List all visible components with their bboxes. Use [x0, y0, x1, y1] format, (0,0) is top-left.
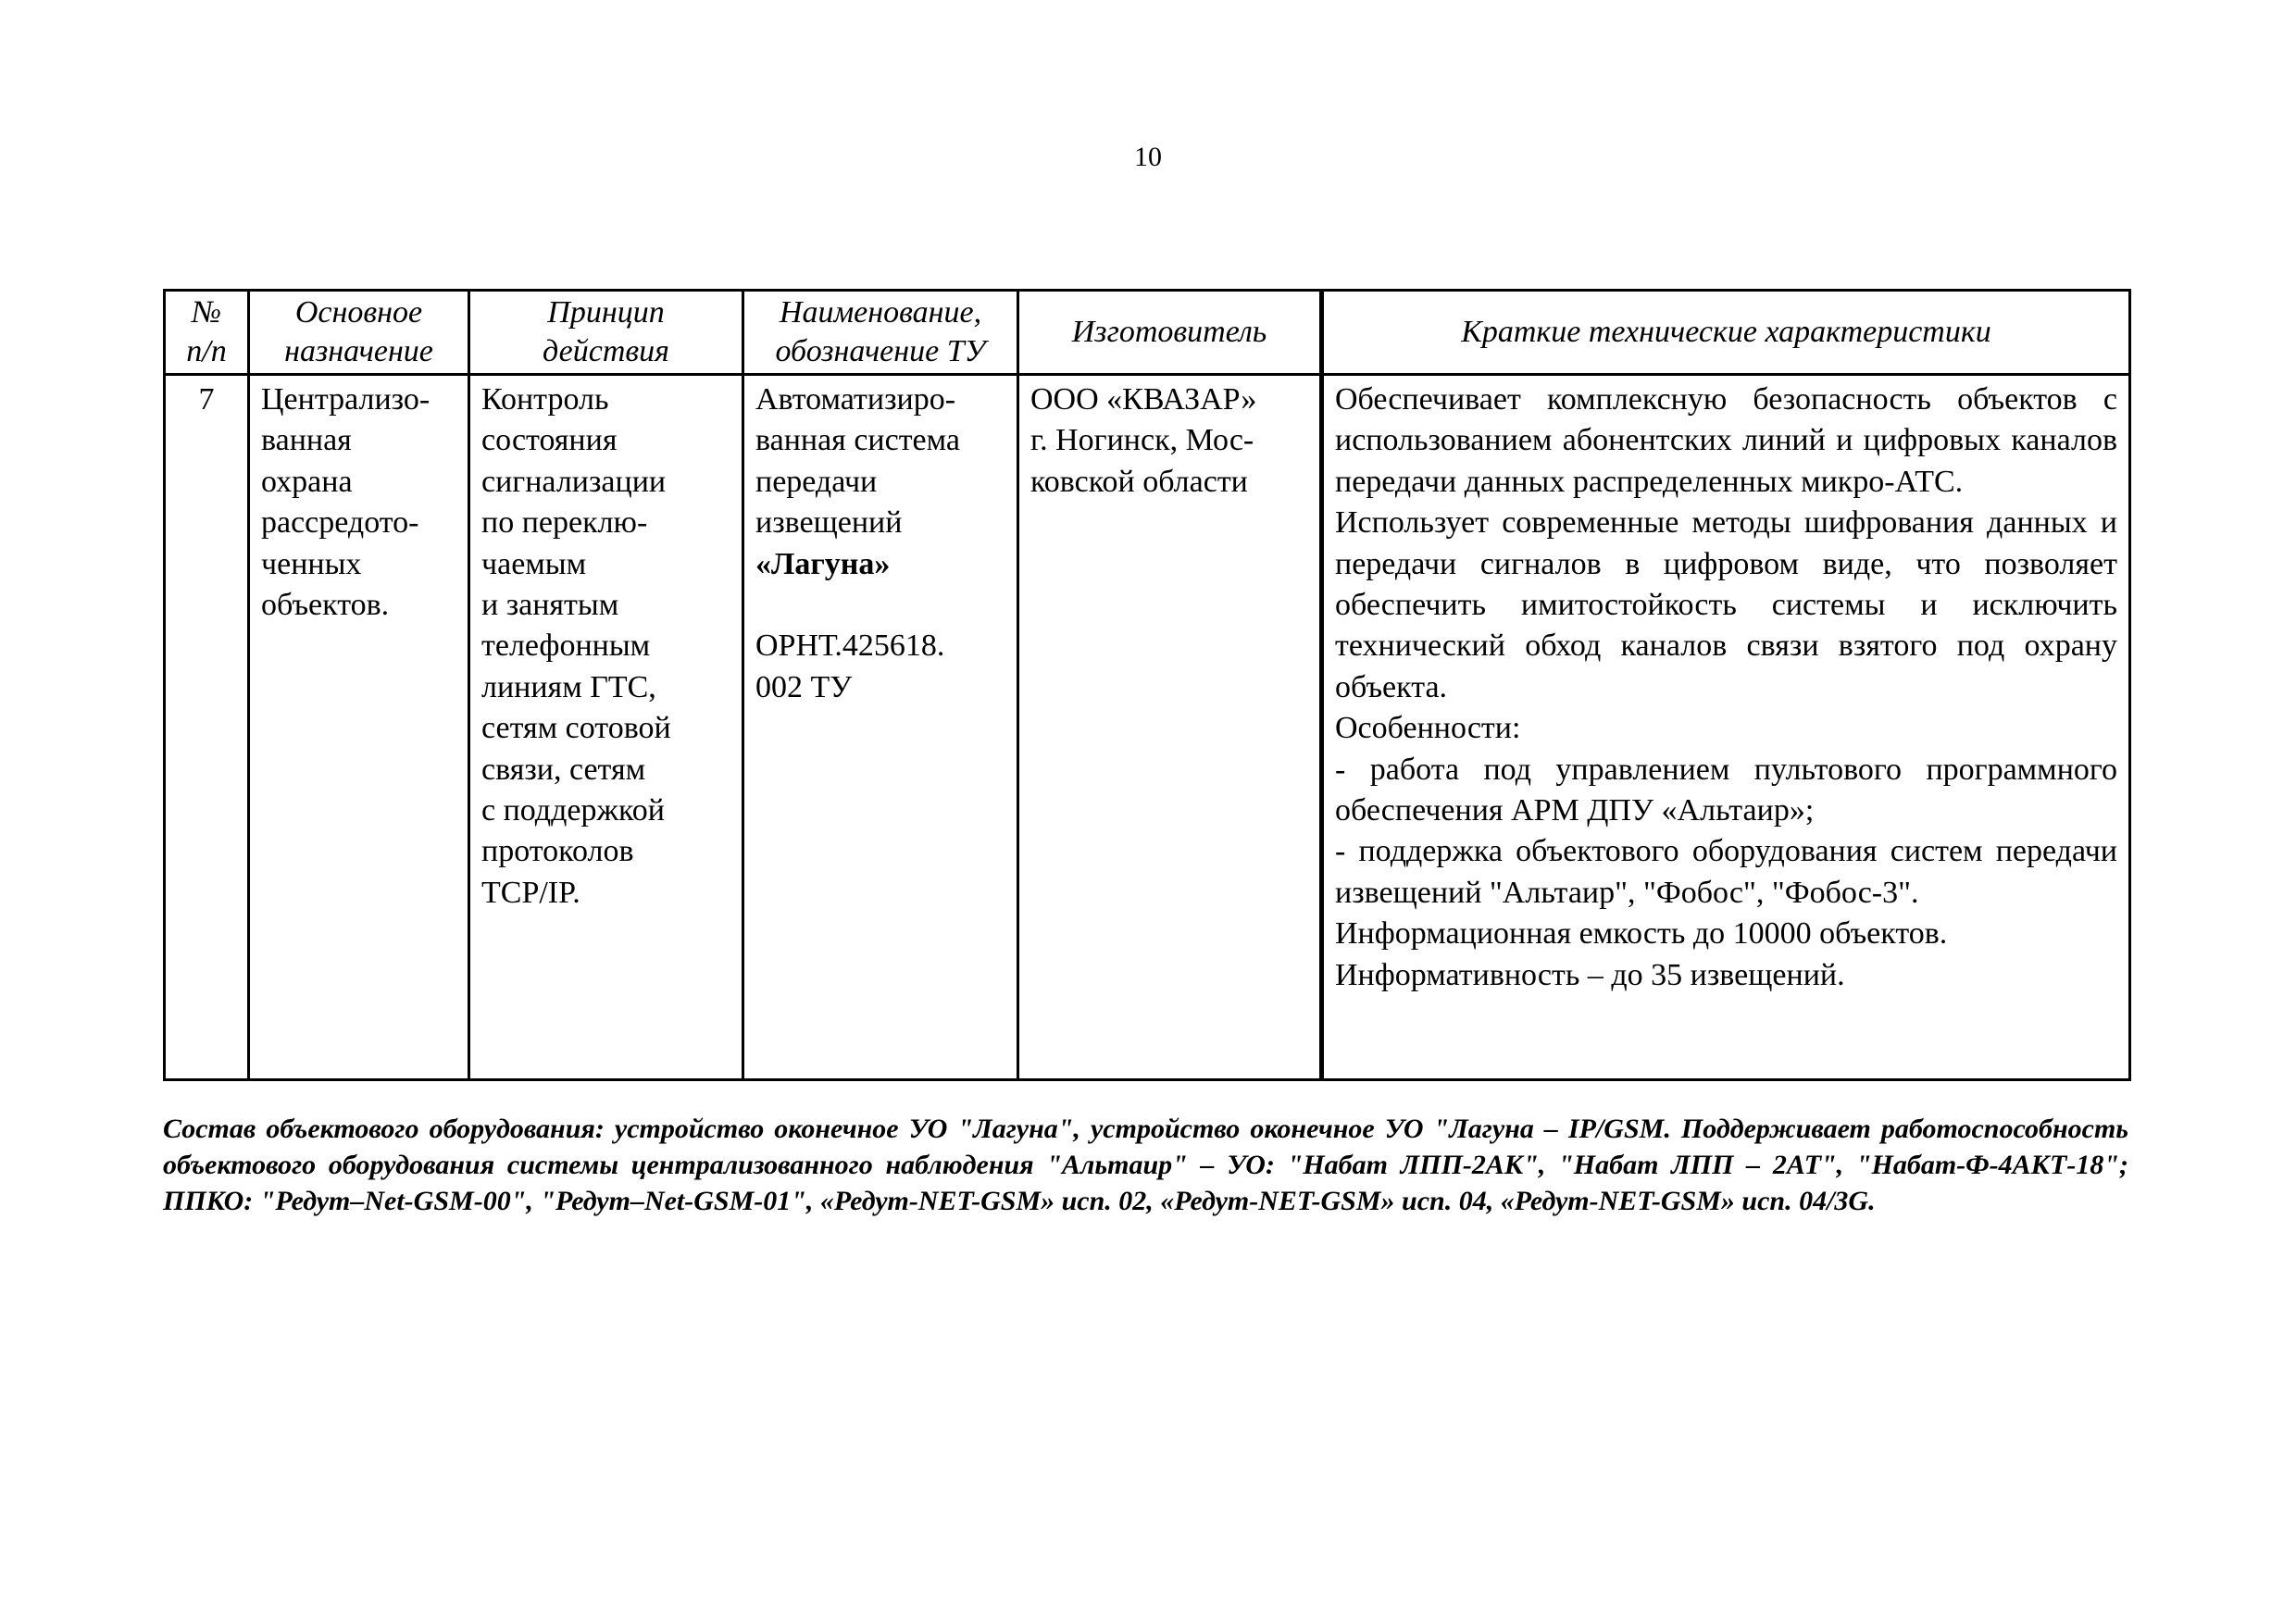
- spec-paragraph: Информационная емкость до 10000 объектов.: [1335, 916, 1948, 952]
- spec-paragraph: Особенности:: [1335, 711, 1521, 746]
- spec-code: ОРНТ.425618.: [755, 629, 945, 664]
- header-name: Наименование, обозначение ТУ: [743, 291, 1018, 375]
- equipment-note: Состав объектового оборудования: устройство оконечное УО "Лагуна", устройство оконечное УО "Лагуна – IP/GSM. Поддерживает работоспособность объектового оборудования системы централизованного наблюдения "Альтаир" – УО: "Набат ЛПП-2АК", "Набат ЛПП – 2АТ", "Набат-Ф-4АКТ-18"; ППКО: "Редут–Net-GSM-00", "Редут–Net-GSM-01", «Редут-NET-GSM» исп. 02, «Редут-NET-GSM» исп. 04, «Редут-NET-GSM» исп. 04/3G.: [163, 1114, 2128, 1216]
- spec-paragraph: Использует современные методы шифрования данных и передачи сигналов в цифровом виде, что позволяет обеспечить имитостойкость системы и исключить технический обход каналов связи взятого под охрану объекта.: [1335, 505, 2117, 704]
- header-manufacturer: Изготовитель: [1018, 291, 1322, 375]
- header-num: № п/п: [165, 291, 249, 375]
- header-specs: Краткие технические характеристики: [1322, 291, 2130, 375]
- table-header-row: [165, 291, 2130, 375]
- cell-num: 7: [165, 375, 249, 1080]
- cell-purpose: Централизо- ванная охрана рассредото- ченных объектов.: [249, 375, 469, 1080]
- cell-principle: Контроль состояния сигнализации по переклю- чаемым и занятым телефонным линиям ГТС, сетям сотовой связи, сетям с поддержкой протоколов TCP/IP.: [469, 375, 743, 1080]
- table-row: [165, 375, 2130, 1080]
- spec-paragraph: Обеспечивает комплексную безопасность объектов с использованием абонентских линий и цифровых каналов передачи данных распределенных микро-АТС.: [1335, 382, 2117, 499]
- cell-manufacturer: ООО «КВАЗАР» г. Ногинск, Мос- ковской области: [1018, 375, 1322, 1080]
- spec-paragraph: - работа под управлением пультового программного обеспечения АРМ ДПУ «Альтаир»;: [1335, 752, 2117, 828]
- header-principle: Принцип действия: [469, 291, 743, 375]
- spec-paragraph: - поддержка объектового оборудования систем передачи извещений "Альтаир", "Фобос", "Фобос-3".: [1335, 834, 2117, 910]
- spec-paragraph: Информативность – до 35 извещений.: [1335, 957, 1845, 992]
- equipment-table: [163, 289, 2131, 1081]
- header-purpose: Основное назначение: [249, 291, 469, 375]
- cell-specs: [1322, 375, 2130, 1080]
- page-number: 10: [1134, 142, 1162, 172]
- product-name: «Лагуна»: [755, 546, 891, 581]
- cell-name: Автоматизиро- ванная система передачи извещений «Лагуна» ОРНТ.425618. 002 ТУ: [743, 375, 1018, 1080]
